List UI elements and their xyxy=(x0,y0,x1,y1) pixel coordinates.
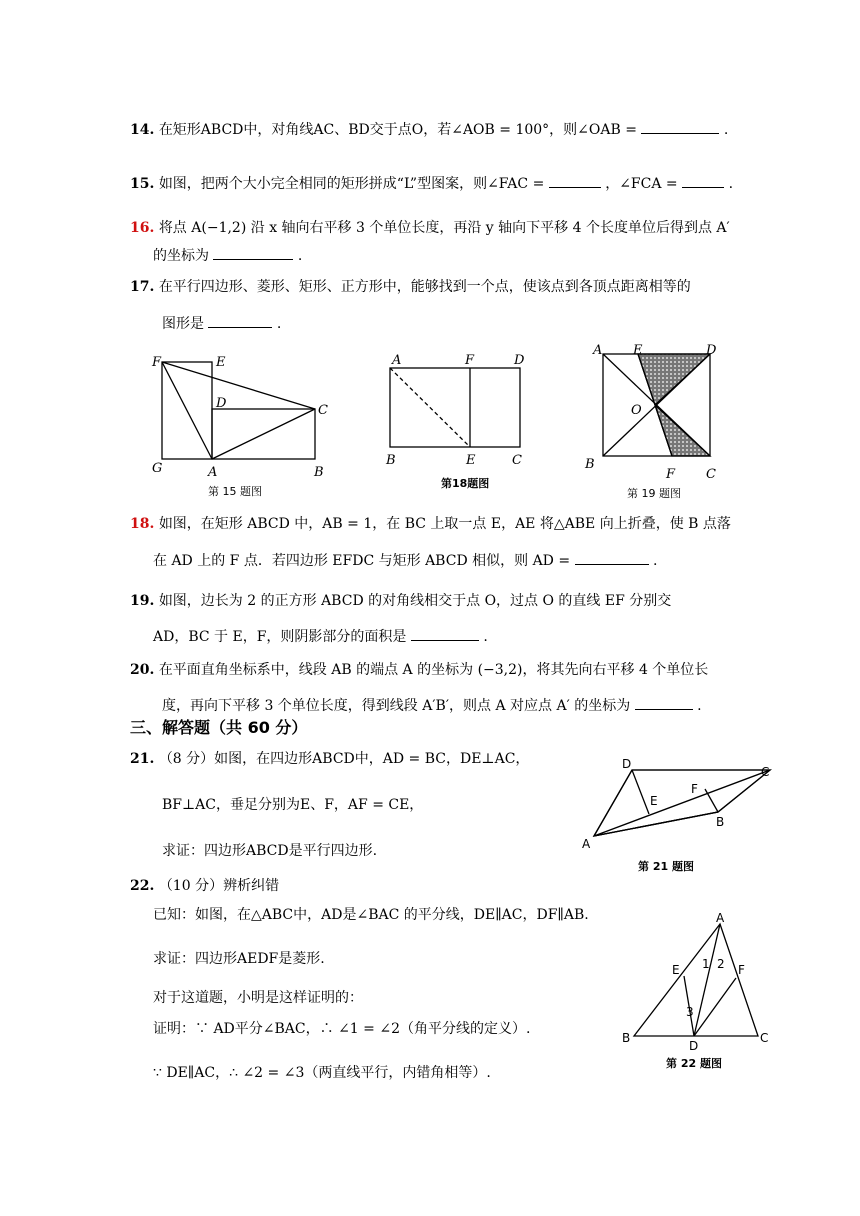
answer-blank-fac[interactable] xyxy=(549,173,601,188)
angle-2: 2 xyxy=(717,957,725,971)
label-f: F xyxy=(465,353,475,368)
question-text-line1: 将点 A(−1,2) 沿 x 轴向右平移 3 个单位长度，再沿 y 轴向下平移 4 个长度单位后得到点 A′ xyxy=(158,220,730,236)
answer-blank-fca[interactable] xyxy=(682,173,724,188)
question-16-line2 xyxy=(153,245,302,265)
figure-15 xyxy=(150,352,350,482)
question-number: 22. xyxy=(130,878,155,894)
question-22-line3: 求证：四边形AEDF是菱形. xyxy=(153,951,325,967)
label-o: O xyxy=(631,403,642,418)
question-text-line1: （8 分）如图，在四边形ABCD中，AD = BC，DE⊥AC， xyxy=(158,751,530,767)
question-18-line2 xyxy=(153,550,657,570)
label-e: E xyxy=(650,794,658,808)
answer-blank[interactable] xyxy=(213,245,293,260)
answer-blank[interactable] xyxy=(411,626,479,641)
question-21-line2: BF⊥AC，垂足分别为E、F，AF = CE， xyxy=(162,797,424,813)
period: . xyxy=(653,553,658,569)
figure-22-caption: 第 22 题图 xyxy=(666,1057,722,1070)
figure-18-caption: 第18题图 xyxy=(441,477,490,490)
figure-22 xyxy=(620,912,780,1052)
label-a: A xyxy=(208,465,218,480)
label-d: D xyxy=(216,396,227,411)
period: . xyxy=(728,176,734,192)
label-a: A xyxy=(582,837,591,851)
period: . xyxy=(697,698,702,714)
label-b: B xyxy=(386,453,396,468)
question-number: 20. xyxy=(130,662,155,678)
label-a: A xyxy=(716,911,725,925)
label-f: F xyxy=(666,467,676,482)
question-22-line4: 对于这道题，小明是这样证明的： xyxy=(153,990,363,1006)
question-text-line2: 在 AD 上的 F 点．若四边形 EFDC 与矩形 ABCD 相似，则 AD = xyxy=(153,553,571,569)
question-number: 19. xyxy=(130,593,155,609)
label-f: F xyxy=(738,963,745,977)
figure-15-caption: 第 15 题图 xyxy=(208,485,262,498)
angle-1: 1 xyxy=(702,957,710,971)
section-title: 三、解答题（共 60 分） xyxy=(130,718,308,737)
answer-blank[interactable] xyxy=(575,550,649,565)
label-f: F xyxy=(691,782,698,796)
question-text: 如图，把两个大小完全相同的矩形拼成“L”型图案，则∠FAC = xyxy=(158,176,545,192)
figure-21 xyxy=(578,756,778,856)
figure-18 xyxy=(384,352,534,472)
label-e: E xyxy=(466,453,476,468)
question-22-line2: 已知：如图，在△ABC中，AD是∠BAC 的平分线，DE∥AC，DF∥AB. xyxy=(153,907,589,923)
question-number: 14. xyxy=(130,122,155,138)
question-text: 在矩形ABCD中，对角线AC、BD交于点O，若∠AOB = 100°，则∠OAB = xyxy=(158,122,637,138)
angle-3: 3 xyxy=(686,1005,694,1019)
answer-blank[interactable] xyxy=(641,119,719,134)
answer-blank[interactable] xyxy=(208,313,272,328)
label-c: C xyxy=(706,467,716,482)
label-e: E xyxy=(216,355,226,370)
label-e: E xyxy=(633,343,643,358)
question-16 xyxy=(130,219,730,237)
label-f: F xyxy=(152,355,162,370)
question-text-line2: 图形是 xyxy=(162,316,204,332)
period: . xyxy=(297,248,303,264)
figure-19 xyxy=(585,343,735,482)
label-d: D xyxy=(706,343,717,358)
figure-19-caption: 第 19 题图 xyxy=(627,487,681,500)
question-14 xyxy=(130,119,728,139)
question-text-line2: AD，BC 于 E，F，则阴影部分的面积是 xyxy=(153,629,407,645)
question-text-line1: 在平面直角坐标系中，线段 AB 的端点 A 的坐标为 (−3,2)，将其先向右平移 4 个单位长 xyxy=(158,662,709,678)
label-g: G xyxy=(152,461,163,476)
question-19 xyxy=(130,592,671,610)
question-22 xyxy=(130,877,279,895)
label-d: D xyxy=(689,1039,699,1053)
period: . xyxy=(276,316,282,332)
period: . xyxy=(723,122,729,138)
question-number: 15. xyxy=(130,176,155,192)
question-number: 21. xyxy=(130,751,155,767)
question-text-b: ，∠FCA = xyxy=(605,176,678,192)
question-17 xyxy=(130,278,691,296)
period: . xyxy=(483,629,488,645)
question-text-line2: 度，再向下平移 3 个单位长度，得到线段 A′B′，则点 A 对应点 A′ 的坐标为 xyxy=(162,698,631,714)
question-text-line1: 如图，边长为 2 的正方形 ABCD 的对角线相交于点 O，过点 O 的直线 EF 分别交 xyxy=(158,593,672,609)
question-text-line2: 的坐标为 xyxy=(153,248,209,264)
question-number: 16. xyxy=(130,220,155,236)
question-15 xyxy=(130,173,733,193)
label-b: B xyxy=(314,465,324,480)
question-text-line1: 如图，在矩形 ABCD 中，AB = 1，在 BC 上取一点 E，AE 将△ABE 向上折叠，使 B 点落 xyxy=(158,516,731,532)
question-20-line2 xyxy=(162,695,702,715)
question-22-line5: 证明：∵ AD平分∠BAC，∴ ∠1 = ∠2（角平分线的定义）. xyxy=(153,1021,531,1037)
question-number: 18. xyxy=(130,516,155,532)
question-text-line1: （10 分）辨析纠错 xyxy=(158,878,280,894)
question-text-line1: 在平行四边形、菱形、矩形、正方形中，能够找到一个点，使该点到各顶点距离相等的 xyxy=(158,279,691,295)
label-b: B xyxy=(716,815,725,829)
question-20 xyxy=(130,661,708,679)
question-21 xyxy=(130,750,529,768)
question-17-line2 xyxy=(162,313,281,333)
label-c: C xyxy=(760,1031,769,1045)
question-19-line2 xyxy=(153,626,488,646)
question-22-line6: ∵ DE∥AC，∴ ∠2 = ∠3（两直线平行，内错角相等）. xyxy=(153,1065,491,1081)
label-b: B xyxy=(585,457,595,472)
label-a: A xyxy=(392,353,402,368)
label-d: D xyxy=(514,353,525,368)
label-b: B xyxy=(622,1031,631,1045)
label-d: D xyxy=(622,757,632,771)
answer-blank[interactable] xyxy=(635,695,693,710)
label-e: E xyxy=(672,963,680,977)
question-21-line3: 求证：四边形ABCD是平行四边形. xyxy=(162,843,378,859)
question-18 xyxy=(130,515,731,533)
label-c: C xyxy=(318,403,328,418)
label-a: A xyxy=(593,343,603,358)
label-c: C xyxy=(512,453,522,468)
label-c: C xyxy=(761,765,770,779)
figure-21-caption: 第 21 题图 xyxy=(638,860,694,873)
question-number: 17. xyxy=(130,279,155,295)
